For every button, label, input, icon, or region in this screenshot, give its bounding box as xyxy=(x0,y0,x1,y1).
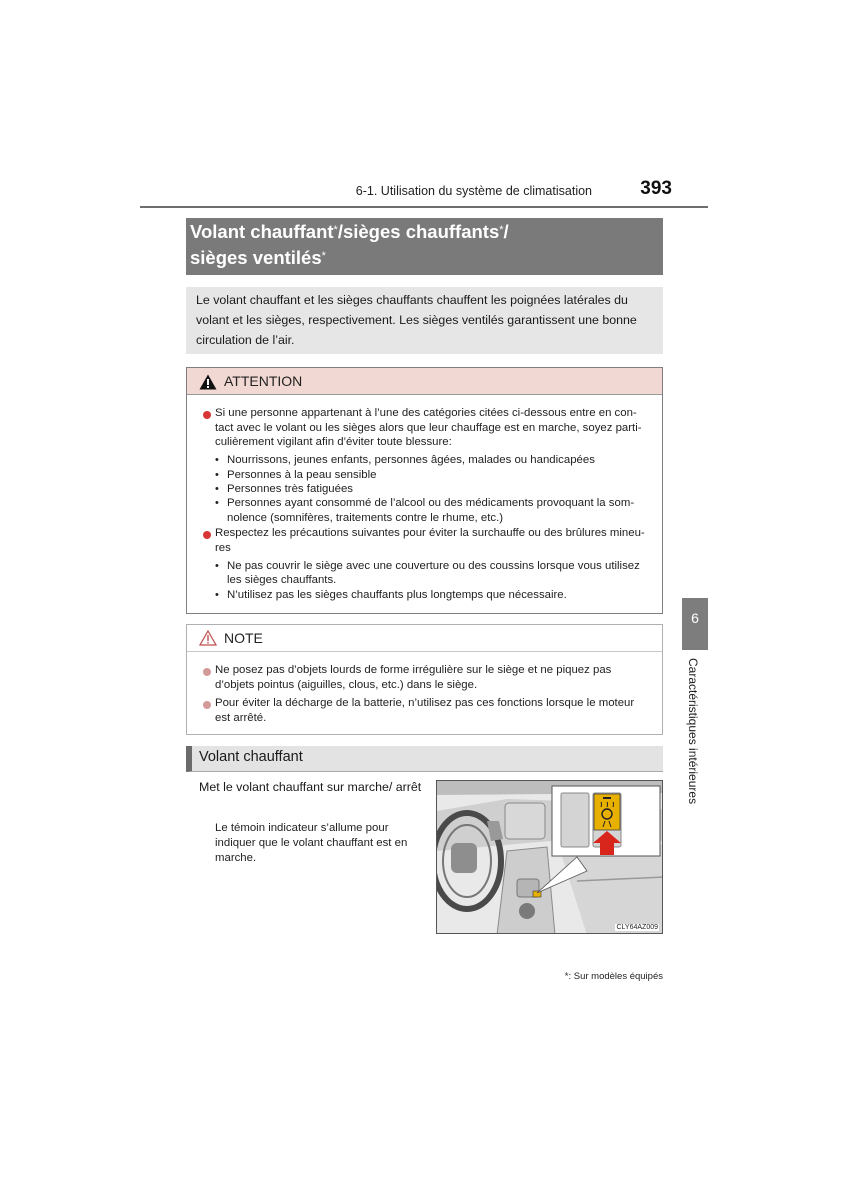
note-box xyxy=(186,624,663,735)
attention-bullet-icon xyxy=(203,411,211,419)
list-item: Personnes à la peau sensible xyxy=(227,469,377,481)
dashboard-drawing xyxy=(437,781,663,934)
attention-text: Respectez les précautions suivantes pour éviter la surchauffe ou des brûlures mineu- xyxy=(215,527,645,539)
list-item: N’utilisez pas les sièges chauffants plus longtemps que nécessaire. xyxy=(227,589,567,601)
chapter-label xyxy=(676,658,706,818)
chapter-title: Caractéristiques intérieures xyxy=(686,658,700,805)
list-dot: • xyxy=(215,483,219,495)
title-part-1: Volant chauffant xyxy=(190,221,334,242)
footnote: *: Sur modèles équipés xyxy=(564,971,663,982)
note-bullet-icon xyxy=(203,668,211,676)
list-item: Ne pas couvrir le siège avec une couverture ou des coussins lorsque vous utilisez xyxy=(227,560,640,572)
header-rule xyxy=(140,206,708,208)
note-text: est arrêté. xyxy=(215,712,267,724)
attention-box xyxy=(186,367,663,614)
subsection-title: Volant chauffant xyxy=(199,749,303,765)
intro-paragraph: Le volant chauffant et les sièges chauffants chauffent les poignées latérales du volant et les sièges, respectivement. Les sièges ventilés garantissent une bonne circulation de l’air. xyxy=(186,287,663,354)
note-text: d’objets pointus (aiguilles, clous, etc.) dans le siège. xyxy=(215,679,478,691)
attention-text: res xyxy=(215,542,231,554)
title-part-2: /sièges chauffants xyxy=(337,221,500,242)
list-dot: • xyxy=(215,454,219,466)
note-triangle-icon xyxy=(199,630,217,646)
title-asterisk-2: * xyxy=(499,224,504,236)
list-dot: • xyxy=(215,589,219,601)
list-dot: • xyxy=(215,497,219,509)
subsection-heading xyxy=(186,746,663,772)
image-code: CLY64AZ009 xyxy=(616,924,658,931)
page-title xyxy=(186,218,663,275)
list-item: Personnes très fatiguées xyxy=(227,483,354,495)
title-asterisk-3: * xyxy=(321,250,326,262)
note-text: Pour éviter la décharge de la batterie, n’utilisez pas ces fonctions lorsque le moteur xyxy=(215,697,635,709)
list-dot: • xyxy=(215,560,219,572)
attention-bullet-icon xyxy=(203,531,211,539)
attention-text: culièrement vigilant afin d’éviter toute blessure: xyxy=(215,436,452,448)
chapter-tab[interactable] xyxy=(682,598,708,650)
attention-header xyxy=(187,368,662,395)
attention-label: ATTENTION xyxy=(224,373,303,389)
title-part-3: / xyxy=(503,221,509,242)
dashboard-illustration xyxy=(436,780,663,934)
step-instruction: Met le volant chauffant sur marche/ arrêt xyxy=(199,780,422,794)
list-item: Nourrissons, jeunes enfants, personnes âgées, malades ou handicapées xyxy=(227,454,595,466)
step-description: Le témoin indicateur s’allume pour indiquer que le volant chauffant est en marche. xyxy=(215,822,408,864)
title-part-4: sièges ventilés xyxy=(190,247,322,268)
note-bullet-icon xyxy=(203,701,211,709)
title-asterisk-1: * xyxy=(333,224,338,236)
chapter-number: 6 xyxy=(691,610,699,626)
page-number: 393 xyxy=(640,178,672,199)
attention-text: tact avec le volant ou les sièges alors que leur chauffage est en marche, soyez parti- xyxy=(215,422,642,434)
note-text: Ne posez pas d’objets lourds de forme irrégulière sur le siège et ne piquez pas xyxy=(215,664,612,676)
list-item: nolence (somnifères, traitements contre le rhume, etc.) xyxy=(227,512,504,524)
warning-triangle-icon xyxy=(199,374,217,390)
note-label: NOTE xyxy=(224,630,263,646)
section-header: 6-1. Utilisation du système de climatisation xyxy=(355,184,592,198)
note-header xyxy=(187,625,662,652)
list-dot: • xyxy=(215,469,219,481)
attention-text: Si une personne appartenant à l’une des catégories citées ci-dessous entre en con- xyxy=(215,407,637,419)
list-item: les sièges chauffants. xyxy=(227,574,337,586)
list-item: Personnes ayant consommé de l’alcool ou des médicaments provoquant la som- xyxy=(227,497,635,509)
